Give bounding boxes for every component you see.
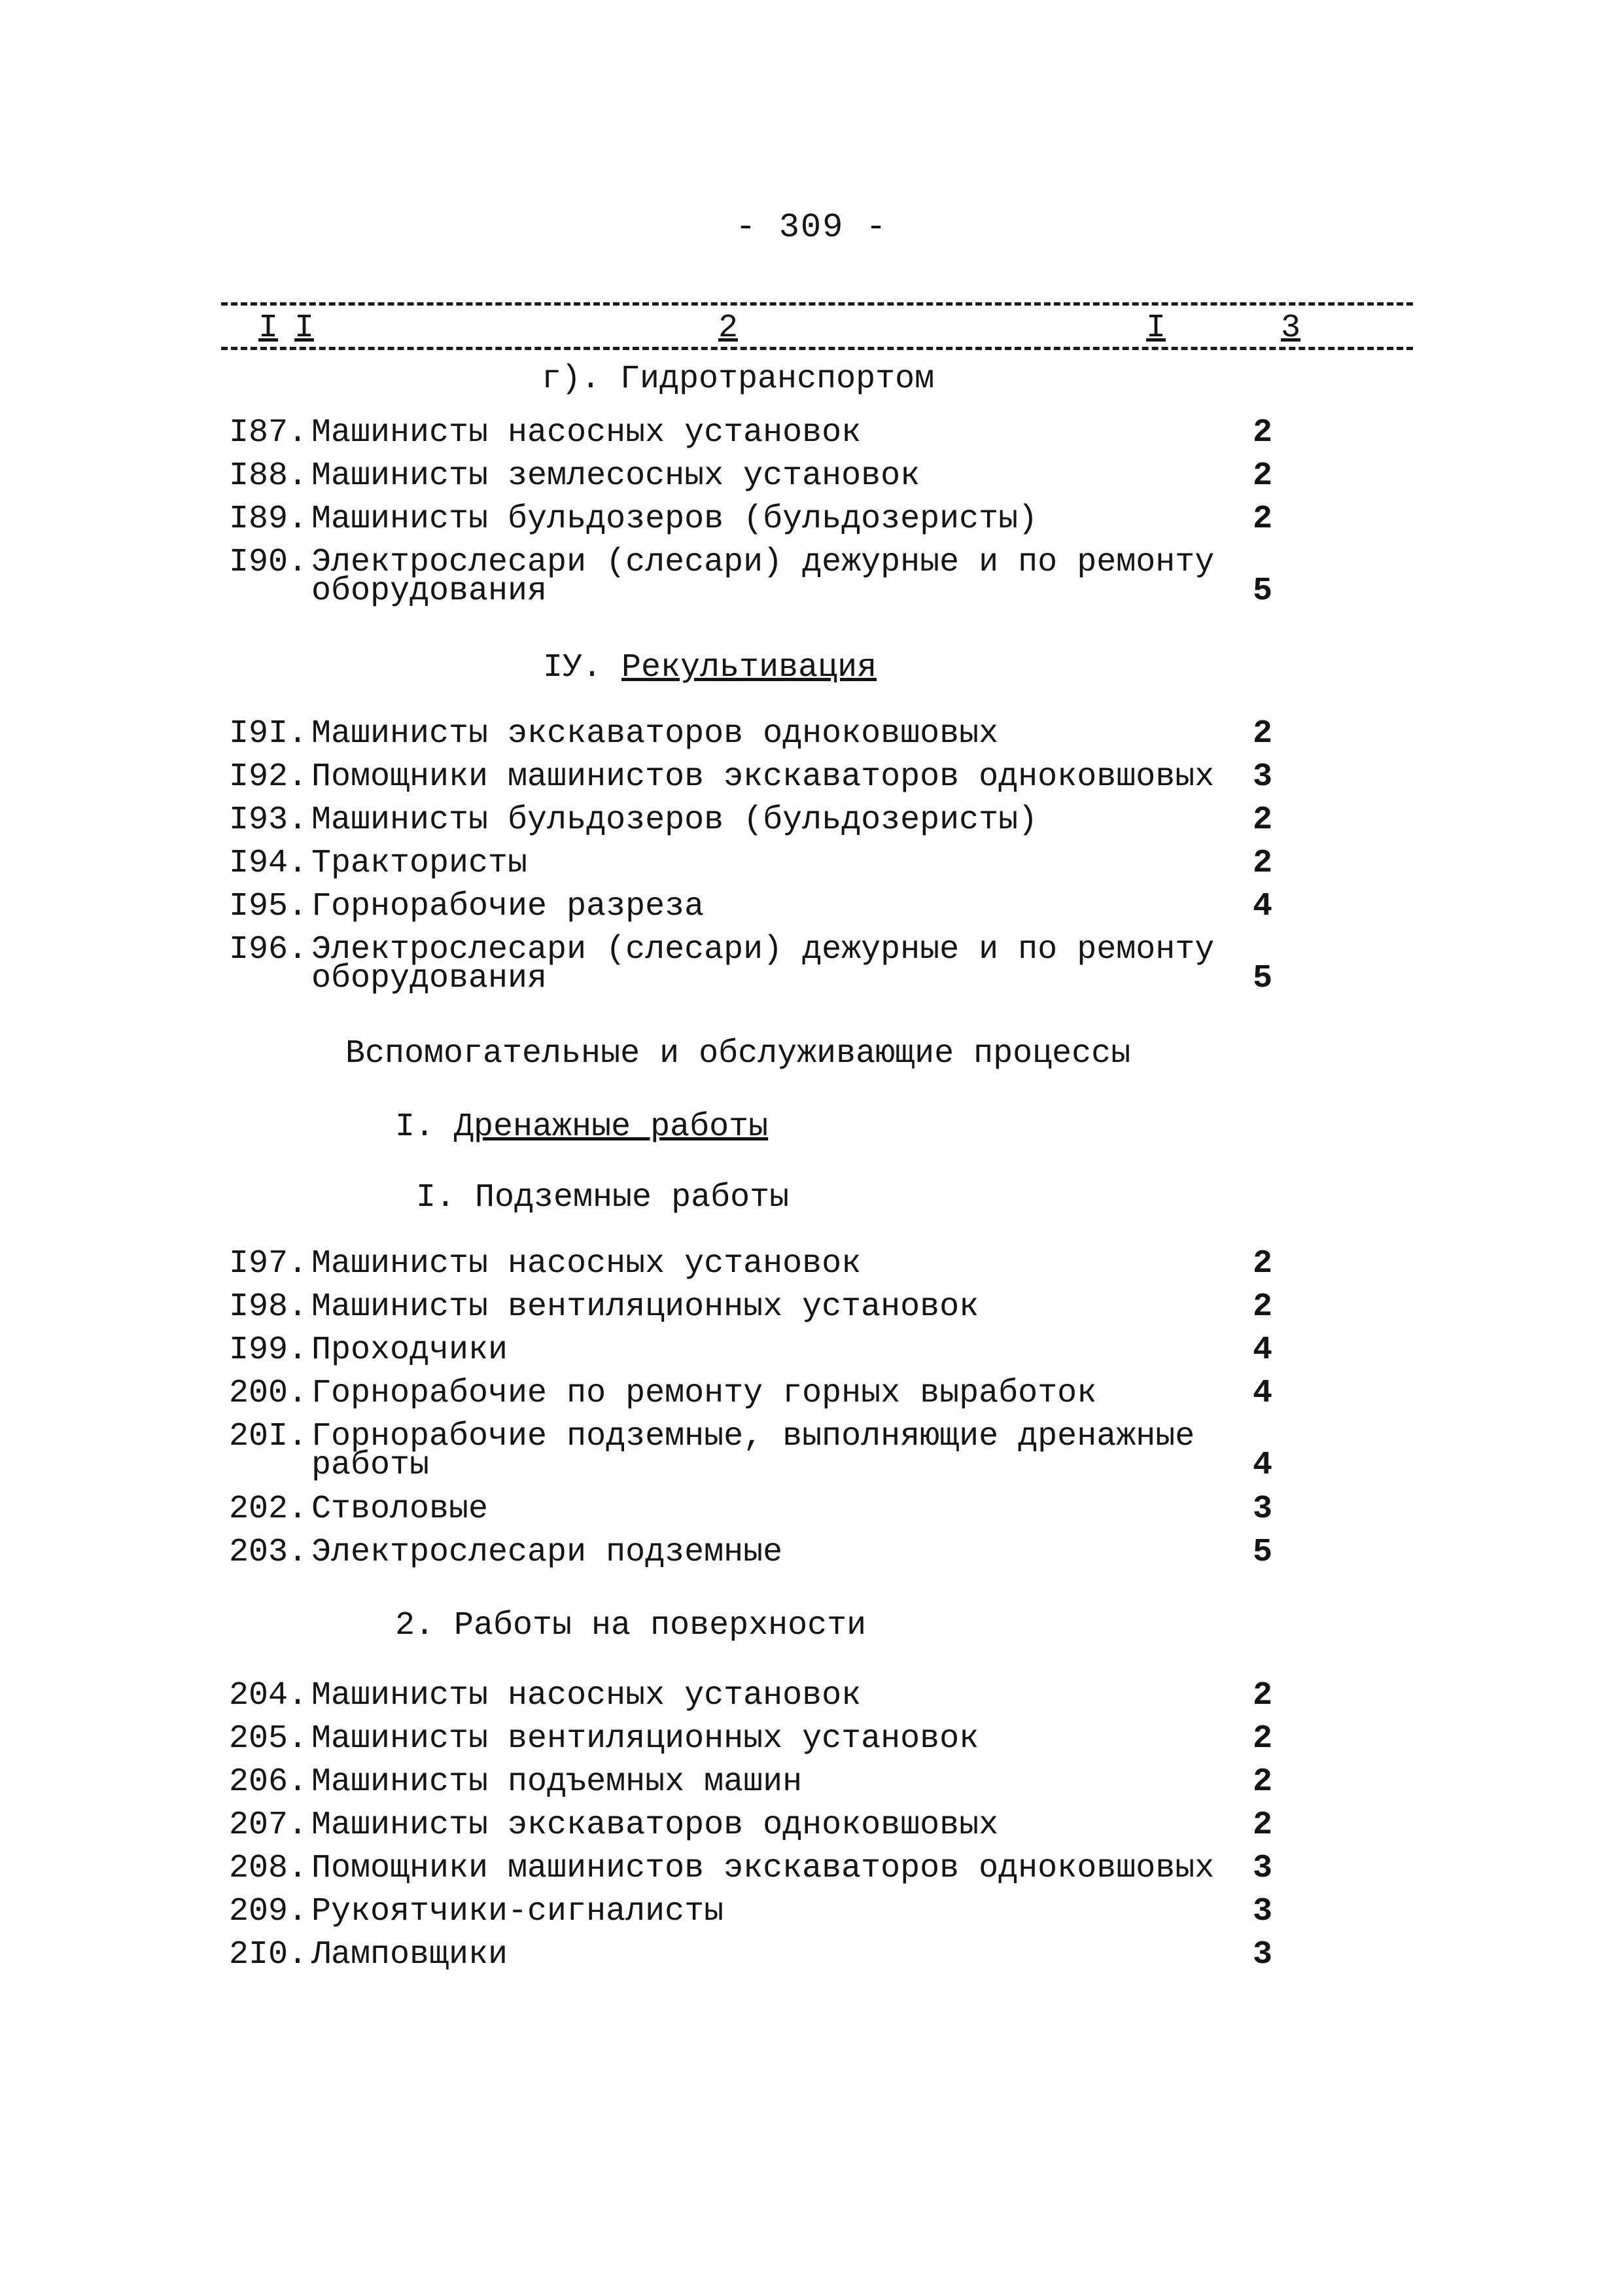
row-value: 4 <box>1252 888 1272 925</box>
row-number: 20I. <box>228 1418 307 1455</box>
section-title: Рекультивация <box>621 649 877 686</box>
row-value: 2 <box>1252 457 1272 495</box>
row-number: I99. <box>228 1332 307 1369</box>
row-number: I98. <box>228 1288 307 1326</box>
row-number: 207. <box>228 1807 307 1844</box>
row-number: I90. <box>228 544 307 581</box>
row-value: 2 <box>1252 715 1272 752</box>
row-value: 4 <box>1252 1375 1272 1412</box>
row-number: 200. <box>228 1375 307 1412</box>
row-occupation: Горнорабочие разреза <box>311 888 705 925</box>
row-occupation: Горнорабочие подземные, выполняющие дренажные работы <box>311 1418 1195 1484</box>
row-value: 2 <box>1252 1763 1272 1801</box>
row-occupation: Рукоятчики-сигналисты <box>311 1893 724 1930</box>
row-number: 208. <box>228 1850 307 1887</box>
heading-hydrotransport: г). Гидротранспортом <box>542 361 935 398</box>
row-occupation: Машинисты экскаваторов одноковшовых <box>311 715 999 752</box>
row-number: I88. <box>228 457 307 495</box>
row-number: I9I. <box>228 715 307 752</box>
row-value: 2 <box>1252 802 1272 839</box>
row-value: 2 <box>1252 1245 1272 1282</box>
row-occupation: Ламповщики <box>311 1936 508 1973</box>
row-occupation: Машинисты насосных установок <box>311 414 862 451</box>
row-occupation: Машинисты экскаваторов одноковшовых <box>311 1807 999 1844</box>
row-number: 202. <box>228 1491 307 1528</box>
row-value: 3 <box>1252 1491 1272 1528</box>
row-number: 2I0. <box>228 1936 307 1973</box>
row-value: 2 <box>1252 1807 1272 1844</box>
row-value: 3 <box>1252 1893 1272 1930</box>
column-separator-1: I <box>294 309 315 347</box>
column-header-2: 2 <box>718 309 739 347</box>
row-number: I92. <box>228 758 307 796</box>
row-value: 5 <box>1252 573 1272 610</box>
row-occupation: Машинисты насосных установок <box>311 1245 862 1282</box>
section-title: Дренажные работы <box>454 1108 769 1146</box>
heading-recultivation <box>543 650 877 686</box>
row-occupation: Электрослесари (слесари) дежурные и по ремонту оборудования <box>311 931 1215 997</box>
row-occupation: Машинисты подъемных машин <box>311 1763 803 1801</box>
row-value: 5 <box>1252 1534 1272 1571</box>
row-occupation: Машинисты вентиляционных установок <box>311 1288 979 1326</box>
row-occupation: Стволовые <box>311 1491 489 1528</box>
section-number: IУ. <box>543 649 602 686</box>
table-header-bottom-rule <box>221 347 1413 350</box>
row-number: I96. <box>228 931 307 968</box>
row-value: 2 <box>1252 414 1272 451</box>
row-number: I89. <box>228 501 307 538</box>
row-value: 3 <box>1252 1936 1272 1973</box>
column-header-1: I <box>258 309 279 347</box>
row-number: I93. <box>228 802 307 839</box>
row-number: 203. <box>228 1534 307 1571</box>
page-number: - 309 - <box>735 208 888 247</box>
heading-drainage-works <box>395 1109 768 1146</box>
row-number: I95. <box>228 888 307 925</box>
row-value: 3 <box>1252 758 1272 796</box>
row-number: 205. <box>228 1720 307 1757</box>
row-occupation: Машинисты землесосных установок <box>311 457 920 495</box>
row-occupation: Проходчики <box>311 1332 508 1369</box>
row-value: 2 <box>1252 1677 1272 1714</box>
row-value: 4 <box>1252 1447 1272 1484</box>
row-occupation: Машинисты вентиляционных установок <box>311 1720 979 1757</box>
row-value: 2 <box>1252 845 1272 882</box>
row-occupation: Машинисты насосных установок <box>311 1677 862 1714</box>
row-value: 2 <box>1252 1720 1272 1757</box>
heading-surface-works: 2. Работы на поверхности <box>395 1607 867 1644</box>
row-number: 204. <box>228 1677 307 1714</box>
row-occupation: Машинисты бульдозеров (бульдозеристы) <box>311 501 1038 538</box>
row-number: I94. <box>228 845 307 882</box>
row-occupation: Трактористы <box>311 845 528 882</box>
row-occupation: Машинисты бульдозеров (бульдозеристы) <box>311 802 1038 839</box>
table-header-top-rule <box>221 302 1413 306</box>
heading-auxiliary-processes: Вспомогательные и обслуживающие процессы <box>345 1035 1131 1072</box>
row-occupation: Помощники машинистов экскаваторов одноковшовых <box>311 1850 1215 1887</box>
row-occupation: Электрослесари подземные <box>311 1534 783 1571</box>
row-value: 2 <box>1252 1288 1272 1326</box>
column-separator-2: I <box>1146 309 1166 347</box>
row-value: 4 <box>1252 1332 1272 1369</box>
heading-underground-works: I. Подземные работы <box>416 1179 790 1216</box>
row-number: 209. <box>228 1893 307 1930</box>
section-number: I. <box>395 1108 435 1146</box>
row-occupation: Помощники машинистов экскаваторов одноковшовых <box>311 758 1215 796</box>
column-header-3: 3 <box>1281 309 1301 347</box>
row-value: 5 <box>1252 960 1272 997</box>
row-number: 206. <box>228 1763 307 1801</box>
row-value: 3 <box>1252 1850 1272 1887</box>
row-occupation: Электрослесари (слесари) дежурные и по ремонту оборудования <box>311 544 1215 610</box>
row-value: 2 <box>1252 501 1272 538</box>
row-number: I87. <box>228 414 307 451</box>
row-occupation: Горнорабочие по ремонту горных выработок <box>311 1375 1097 1412</box>
row-number: I97. <box>228 1245 307 1282</box>
